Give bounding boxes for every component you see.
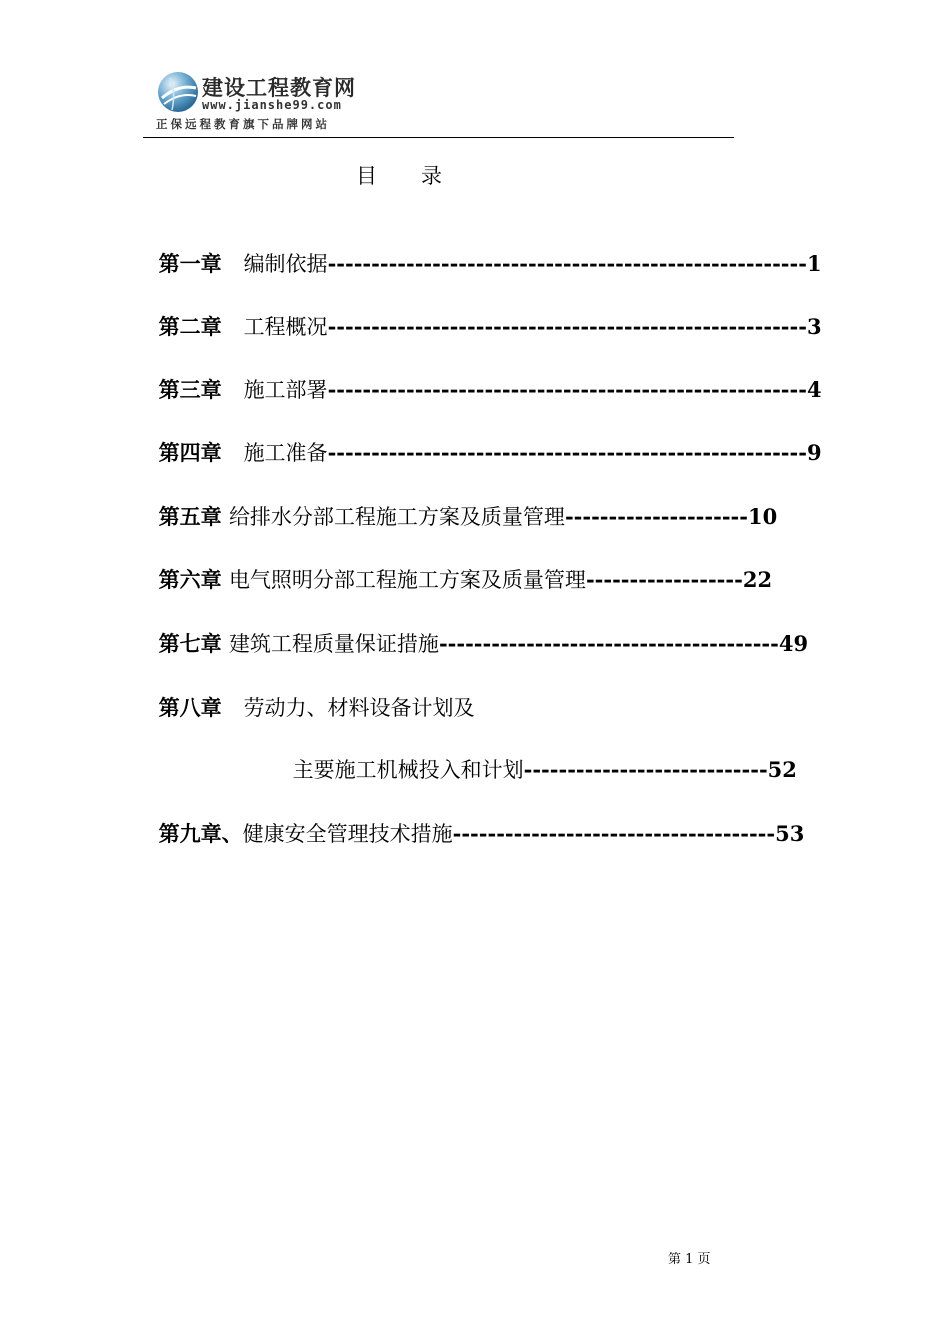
toc-title: 工程概况 <box>243 315 328 339</box>
toc-page-number: 52 <box>767 757 797 782</box>
toc-heading: 目录 <box>356 164 486 188</box>
toc-page-number: 22 <box>742 567 773 592</box>
toc-leader: ------------------------------------------------------- <box>327 314 807 339</box>
toc-leader: --------------------------------------- <box>438 631 779 656</box>
toc-leader: --------------------- <box>564 504 748 529</box>
logo-url: www.jianshe99.com <box>202 98 342 112</box>
toc-entry-6[interactable] <box>144 541 772 593</box>
toc-entry-4[interactable] <box>144 414 822 466</box>
toc-leader: ------------------------------------- <box>452 821 776 846</box>
toc-entry-3[interactable] <box>144 351 822 403</box>
toc-title: 建筑工程质量保证措施 <box>228 632 439 656</box>
toc-title: 施工准备 <box>243 441 328 465</box>
toc-entry-7[interactable] <box>144 605 808 657</box>
toc-chapter: 第六章 <box>158 567 222 592</box>
toc-page-number: 10 <box>747 504 778 529</box>
toc-title: 电气照明分部工程施工方案及质量管理 <box>228 568 586 592</box>
toc-page-number: 3 <box>806 314 822 339</box>
toc-entry-5[interactable] <box>144 478 777 530</box>
toc-title: 劳动力、材料设备计划及 <box>243 696 475 720</box>
toc-chapter: 第五章 <box>158 504 222 529</box>
toc-page-number: 53 <box>775 821 805 846</box>
document-header <box>150 68 734 136</box>
toc-page-number: 9 <box>806 440 822 465</box>
toc-title: 健康安全管理技术措施 <box>242 822 453 846</box>
logo-slogan: 正保远程教育旗下品牌网站 <box>156 117 330 131</box>
toc-leader: ------------------------------------------------------- <box>327 251 807 276</box>
header-divider <box>143 137 734 138</box>
toc-leader: ---------------------------- <box>523 757 768 782</box>
toc-title: 给排水分部工程施工方案及质量管理 <box>228 505 565 529</box>
toc-chapter: 第四章 <box>158 440 222 465</box>
toc-page-number: 1 <box>806 251 822 276</box>
toc-entry-2[interactable] <box>144 288 822 340</box>
toc-leader: ------------------------------------------------------- <box>327 377 807 402</box>
toc-leader: ------------------------------------------------------- <box>327 440 807 465</box>
toc-chapter: 第八章 <box>158 695 222 720</box>
toc-chapter: 第七章 <box>158 631 222 656</box>
toc-title: 主要施工机械投入和计划 <box>292 758 524 782</box>
toc-title: 施工部署 <box>243 378 328 402</box>
toc-chapter: 第九章、 <box>158 821 243 846</box>
page-number-footer: 第 1 页 <box>668 1252 711 1267</box>
toc-title: 编制依据 <box>243 252 328 276</box>
globe-logo-icon <box>156 70 200 114</box>
toc-entry-9[interactable] <box>144 795 804 847</box>
toc-entry-1[interactable] <box>144 225 822 277</box>
toc-chapter: 第二章 <box>158 314 222 339</box>
toc-chapter: 第一章 <box>158 251 222 276</box>
toc-entry-8-continued[interactable] <box>278 731 797 783</box>
toc-leader: ------------------ <box>585 567 743 592</box>
logo-title: 建设工程教育网 <box>202 76 356 100</box>
toc-page-number: 4 <box>806 377 822 402</box>
toc-chapter: 第三章 <box>158 377 222 402</box>
toc-page-number: 49 <box>778 631 809 656</box>
toc-entry-8[interactable] <box>144 669 475 721</box>
